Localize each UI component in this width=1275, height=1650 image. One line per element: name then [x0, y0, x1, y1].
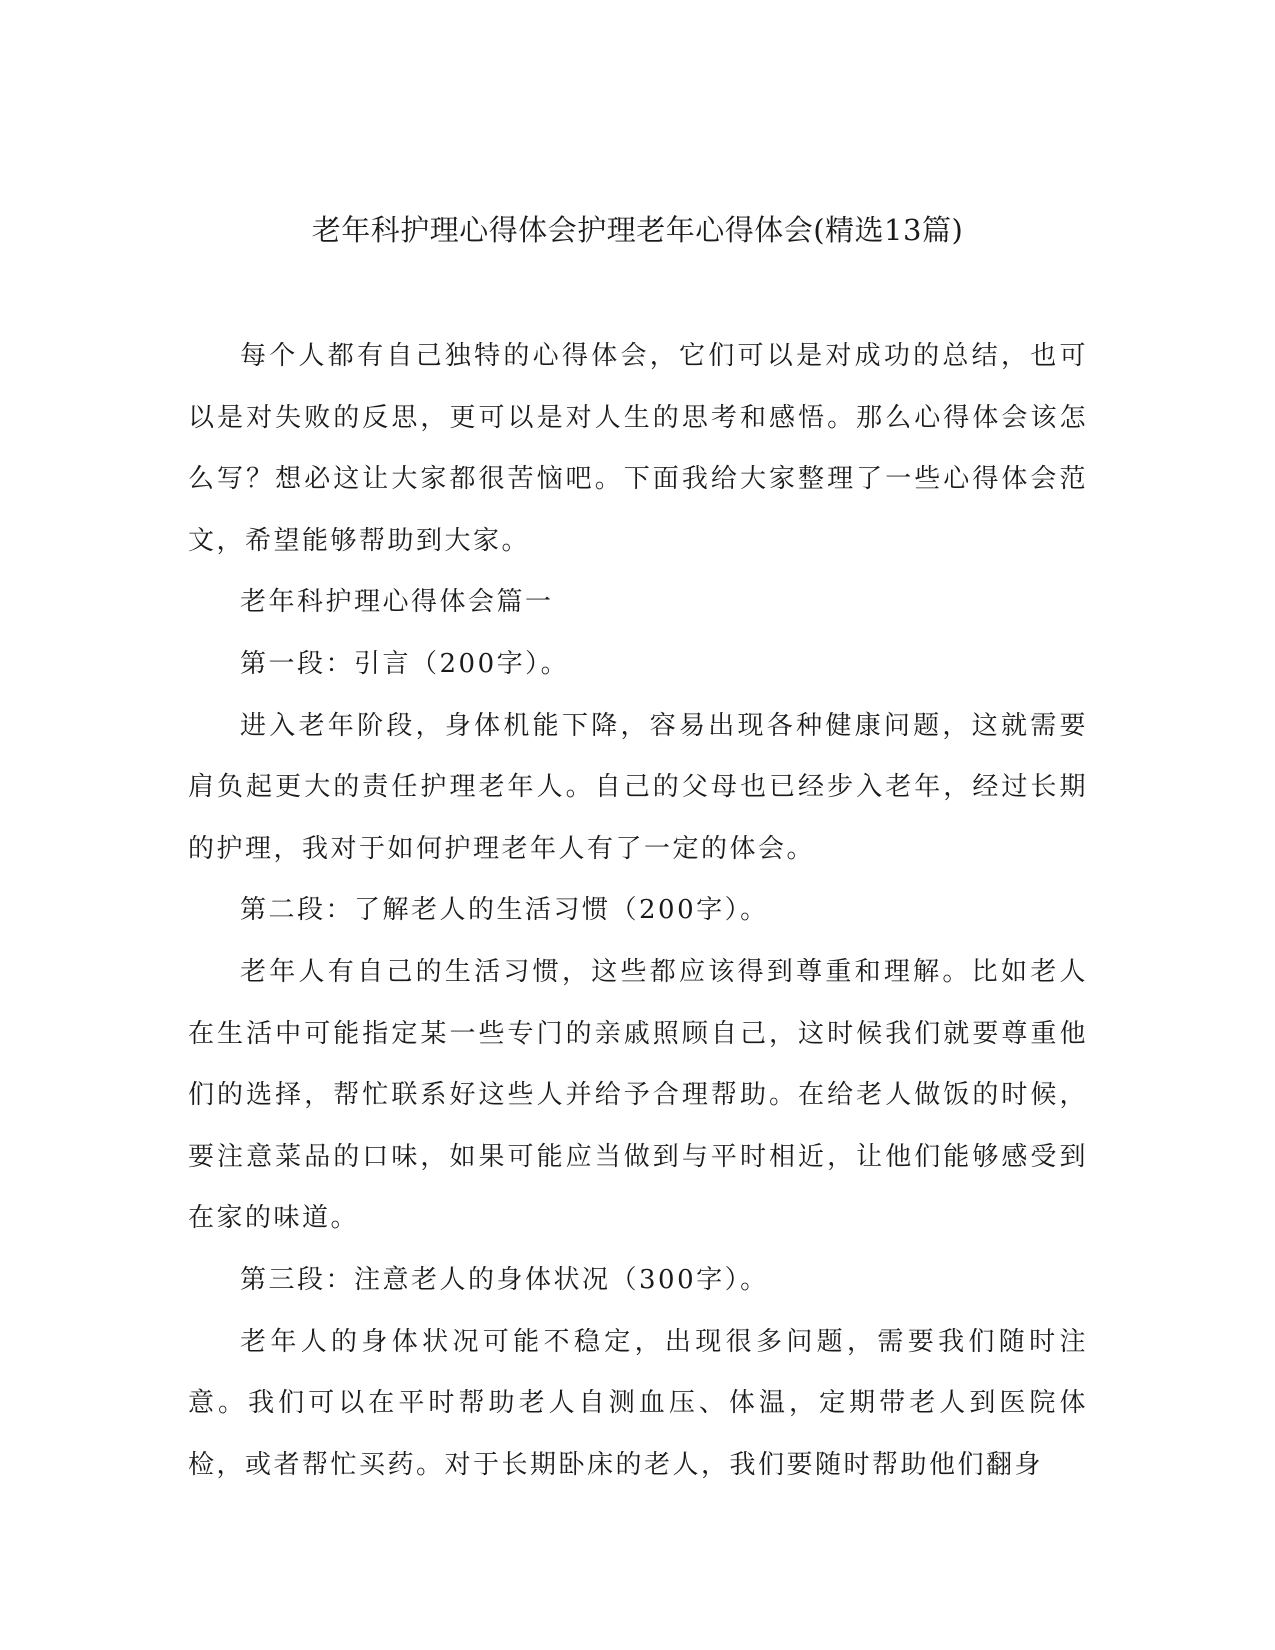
section-heading: 老年科护理心得体会篇一 [240, 587, 554, 618]
subsection-heading: 第一段：引言（200字）。 [240, 648, 570, 679]
subsection-heading: 第二段：了解老人的生活习惯（200字）。 [240, 895, 769, 926]
subsection-heading: 第三段：注意老人的身体状况（300字）。 [240, 1264, 769, 1295]
document-title: 老年科护理心得体会护理老年心得体会(精选13篇) [311, 213, 964, 247]
body-paragraph: 进入老年阶段，身体机能下降，容易出现各种健康问题，这就需要肩负起更大的责任护理老年人。自己的父母也已经步入老年，经过长期的护理，我对于如何护理老年人有了一定的体会。 [188, 710, 1088, 864]
intro-paragraph: 每个人都有自己独特的心得体会，它们可以是对成功的总结，也可以是对失败的反思，更可以是对人生的思考和感悟。那么心得体会该怎么写？想必这让大家都很苦恼吧。下面我给大家整理了一些心得体会范文，希望能够帮助到大家。 [188, 341, 1088, 556]
document-body [188, 326, 1088, 1496]
body-paragraph: 老年人有自己的生活习惯，这些都应该得到尊重和理解。比如老人在生活中可能指定某一些专门的亲戚照顾自己，这时候我们就要尊重他们的选择，帮忙联系好这些人并给予合理帮助。在给老人做饭的时候，要注意菜品的口味，如果可能应当做到与平时相近，让他们能够感受到在家的味道。 [188, 956, 1088, 1234]
body-paragraph: 老年人的身体状况可能不稳定，出现很多问题，需要我们随时注意。我们可以在平时帮助老人自测血压、体温，定期带老人到医院体检，或者帮忙买药。对于长期卧床的老人，我们要随时帮助他们翻身 [188, 1326, 1088, 1480]
